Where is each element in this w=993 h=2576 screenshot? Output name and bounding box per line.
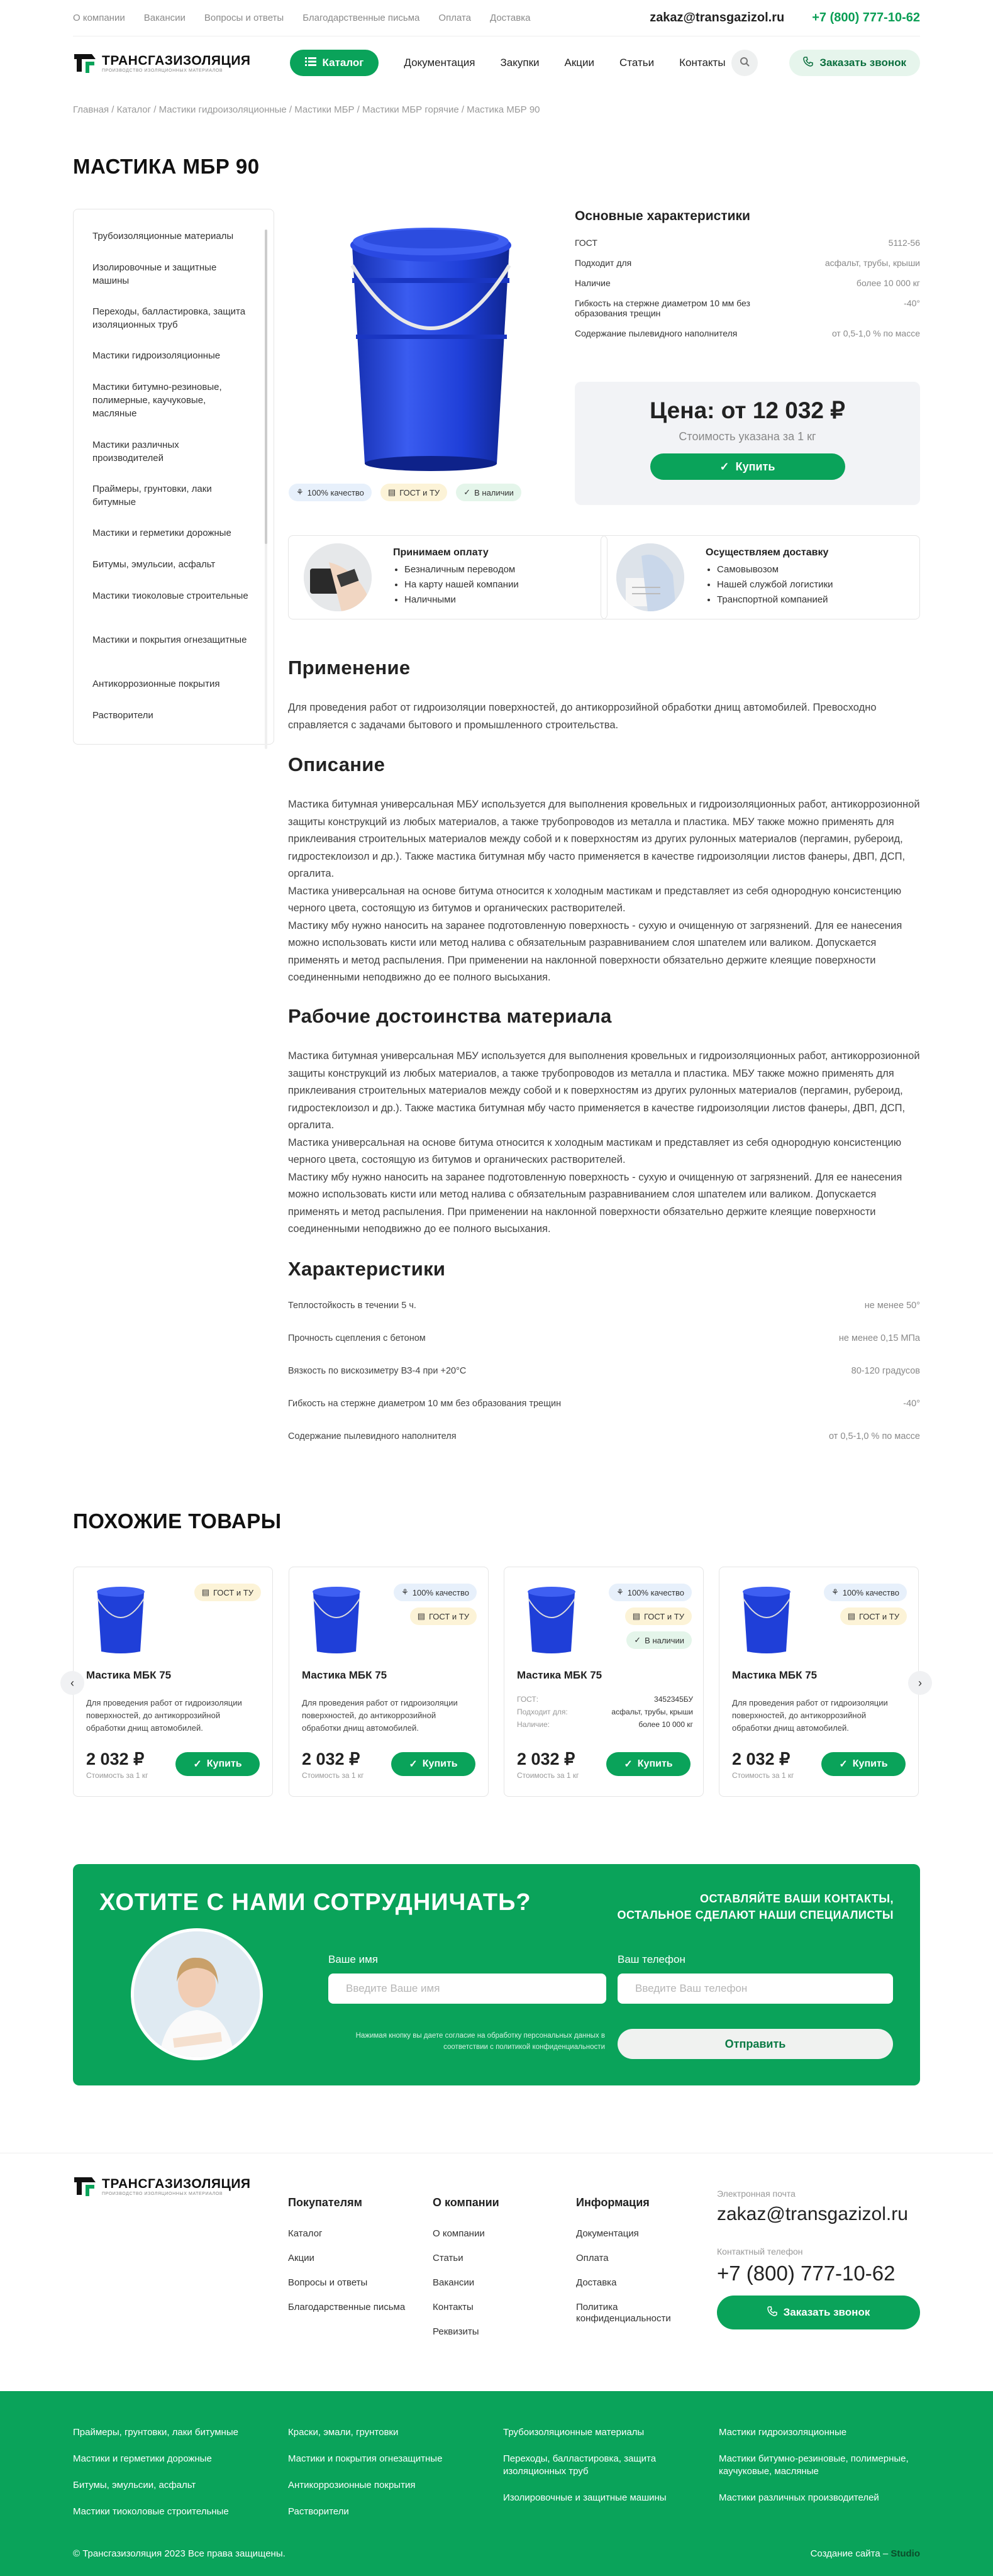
char-value: асфальт, трубы, крыши [824,258,920,268]
char-value: -40° [904,298,920,308]
gost-badge: ▤ ГОСТ и ТУ [625,1607,692,1625]
check-icon: ✓ [193,1759,202,1770]
logo-mark-icon [73,50,97,75]
top-link-delivery[interactable]: Доставка [490,13,531,23]
quality-badge-label: 100% качество [627,1587,684,1597]
spec-row [288,1366,920,1399]
footer-col-title: Покупателям [288,2196,362,2209]
meta-key: ГОСТ: [517,1695,539,1704]
footer-link[interactable]: Политика конфиденциальности [576,2302,671,2324]
sidebar-item-primers[interactable]: Праймеры, грунтовки, лаки битумные [92,484,212,508]
footer-link[interactable]: Статьи [433,2253,463,2263]
meta-row [517,1693,693,1706]
call-request-button[interactable] [789,50,920,76]
logo-name: ТРАНСГАЗИЗОЛЯЦИЯ [102,2176,251,2191]
manager-photo [131,1928,263,2060]
payment-photo [304,543,372,611]
meta-row [517,1706,693,1718]
specs-title: Характеристики [288,1258,446,1280]
delivery-photo [616,543,684,611]
product-card-image [517,1581,586,1657]
sidebar-item-bitumen[interactable]: Битумы, эмульсии, асфальт [92,559,216,570]
char-row [575,298,920,318]
top-link-about[interactable]: О компании [73,13,125,23]
check-icon: ✓ [624,1759,633,1770]
product-card[interactable] [719,1567,919,1797]
delivery-card [601,535,920,619]
product-card-note: Стоимость за 1 кг [517,1771,579,1780]
footer-link[interactable]: Доставка [576,2277,617,2288]
footer-link[interactable]: Благодарственные письма [288,2302,406,2312]
product-card-name[interactable]: Мастика МБК 75 [302,1669,387,1681]
quality-badge: ⚘ 100% качество [394,1584,477,1601]
band-link[interactable]: Переходы, балластировка, защита изоляционных труб [503,2453,657,2477]
nav-promos[interactable]: Акции [564,57,595,69]
stock-badge: ✓ В наличии [626,1631,692,1649]
check-icon: ✓ [409,1759,418,1770]
name-input[interactable]: Введите Ваше имя [328,1974,606,2004]
product-card-image [302,1581,371,1657]
band-link[interactable]: Трубоизоляционные материалы [503,2427,645,2438]
band-link[interactable]: Мастики и покрытия огнезащитные [288,2453,443,2464]
main-characteristics [575,209,920,348]
top-link-faq[interactable]: Вопросы и ответы [204,13,284,23]
payment-item: • На карту нашей компании [404,577,519,592]
band-link[interactable]: Краски, эмали, грунтовки [288,2427,399,2438]
spec-row [288,1431,920,1464]
main-characteristics-title: Основные характеристики [575,209,750,223]
gost-badge-label: ГОСТ и ТУ [428,1611,469,1621]
footer-link[interactable]: Вакансии [433,2277,475,2288]
page-title: МАСТИКА МБР 90 [73,155,260,178]
buy-label: Купить [422,1758,458,1769]
stock-badge-label: В наличии [645,1635,684,1645]
advantages-paragraph: Мастику мбу нужно наносить на заранее подготовленную поверхность - сухую и очищенную от загрязнений. Для ее нанесения можно использовать кисти или метод налива с обязательным разравниванием слоя шпателем или валиком. Допускается применять и метод распыления. При применении на наклонной поверхности обязательно держите клеящие поверхности соединенными неподвижно до ее полного высыхания. [288,1171,902,1235]
footer-phone[interactable]: +7 (800) 777-10-62 [717,2262,896,2285]
made-by-label: Создание сайта – [810,2548,891,2559]
char-key: Гибкость на стержне диаметром 10 мм без образования трещин [575,298,750,318]
meta-row [517,1718,693,1731]
price-box [575,382,920,505]
sidebar-item-pipe-insulation[interactable]: Трубоизоляционные материалы [92,231,234,242]
footer-link[interactable]: О компании [433,2228,485,2239]
product-card-desc: Для проведения работ от гидроизоляции поверхностей, до антикоррозийной обработки днищ автомобилей. [86,1698,242,1733]
char-row [575,278,920,288]
call-request-label: Заказать звонок [819,57,906,69]
main-nav [404,57,725,69]
gost-badge-label: ГОСТ и ТУ [399,487,440,497]
top-bar [73,0,920,36]
product-card-buy-button[interactable] [391,1752,475,1776]
char-value: более 10 000 кг [856,278,920,288]
menu-list-icon [305,57,316,69]
gost-badge: ▤ ГОСТ и ТУ [840,1607,907,1625]
payment-item: • Безналичным переводом [404,562,519,577]
band-link[interactable]: Растворители [288,2506,349,2517]
footer-email[interactable]: zakaz@transgazizol.ru [717,2204,908,2224]
top-phone-link[interactable]: +7 (800) 777-10-62 [812,11,920,25]
payment-item: • Наличными [404,592,519,608]
application-section [288,657,920,734]
sidebar-item-anticorrosion[interactable]: Антикоррозионные покрытия [92,679,220,689]
phone-field-label: Ваш телефон [618,1953,685,1965]
product-card-price: 2 032 ₽ [302,1750,360,1768]
sidebar-item-waterproof-mastics[interactable]: Мастики гидроизоляционные [92,350,221,361]
similar-title: ПОХОЖИЕ ТОВАРЫ [73,1509,282,1533]
band-link[interactable]: Мастики и герметики дорожные [73,2453,212,2464]
footer-col-title: О компании [433,2196,499,2209]
sidebar-item-road[interactable]: Мастики и герметики дорожные [92,528,231,538]
char-row [575,238,920,248]
band-link[interactable]: Мастики различных производителей [719,2492,879,2503]
spec-key: Теплостойкость в течении 5 ч. [288,1301,416,1311]
bottom-category-band [0,2391,993,2576]
description-section [288,753,920,987]
meta-value: асфальт, трубы, крыши [611,1707,693,1716]
advantages-section [288,1005,920,1238]
delivery-title: Осуществляем доставку [706,547,829,558]
payment-title: Принимаем оплату [393,547,489,558]
advantages-paragraph: Мастика битумная универсальная МБУ используется для выполнения кровельных и гидроизоляционных работ, антикоррозионной защиты конструкций из любых материалов, а также трубопроводов из металла и пластика. МБУ также можно применять для приклеивания строительных материалов между собой и к поверхностям из других рулонных материалов (пергамин, рубероид, гидростеклоизол и др.). Также мастика битумная мбу часто применяется в качестве гидроизоляции листов фанеры, ДВП, ДСП, оргалита. [288,1050,920,1131]
footer-link[interactable]: Вопросы и ответы [288,2277,368,2288]
product-image [314,209,547,479]
footer-email-label: Электронная почта [717,2189,796,2199]
delivery-item: • Самовывозом [717,562,833,577]
footer-link[interactable]: Каталог [288,2228,323,2239]
footer-col-buyers [288,2196,405,2326]
char-row [575,328,920,338]
meta-key: Подходит для: [517,1707,568,1716]
footer-col-title: Информация [576,2196,650,2209]
consent-text[interactable]: Нажимая кнопку вы даете согласие на обработку персональных данных в соответствии с политикой конфиденциальности [355,2032,605,2051]
gost-badge: ▤ ГОСТ и ТУ [410,1607,477,1625]
sidebar-item-transitions[interactable]: Переходы, балластировка, защита изоляционных труб [92,306,246,330]
payment-card [288,535,607,619]
header [73,36,920,89]
carousel-prev-button[interactable] [60,1671,84,1695]
top-links [73,13,530,23]
band-link[interactable]: Мастики гидроизоляционные [719,2427,847,2438]
char-key: Содержание пылевидного наполнителя [575,328,738,338]
quality-badge: ⚘ 100% качество [609,1584,692,1601]
footer-link[interactable]: Оплата [576,2253,609,2263]
product-card-note: Стоимость за 1 кг [86,1771,148,1780]
quality-badge-label: 100% качество [412,1587,469,1597]
spec-row [288,1333,920,1366]
band-link[interactable]: Изолировочные и защитные машины [503,2492,667,2503]
meta-value: более 10 000 кг [638,1720,693,1729]
price-note: Стоимость указана за 1 кг [679,430,816,443]
breadcrumb[interactable]: Главная / Каталог / Мастики гидроизоляционные / Мастики МБР / Мастики МБР горячие / Мастика МБР 90 [73,104,540,115]
logo-name: ТРАНСГАЗИЗОЛЯЦИЯ [102,53,251,68]
medal-icon: ⚘ [296,487,304,497]
buy-button[interactable] [650,453,845,480]
product-card-meta [517,1693,693,1731]
sidebar-item-bitumen-rubber[interactable]: Мастики битумно-резиновые, полимерные, каучуковые, масляные [92,382,222,419]
spec-key: Содержание пылевидного наполнителя [288,1431,457,1441]
made-by[interactable] [811,2548,920,2559]
spec-key: Вязкость по вискозиметру ВЗ-4 при +20°С [288,1366,467,1376]
footer-link[interactable]: Документация [576,2228,639,2239]
band-link[interactable]: Мастики тиоколовые строительные [73,2506,229,2517]
product-card-tags [824,1584,907,1625]
search-icon [740,57,750,70]
product-badges [289,484,521,501]
name-field-label: Ваше имя [328,1953,378,1965]
check-icon: ✓ [839,1759,848,1770]
document-icon: ▤ [387,487,396,497]
char-value: от 0,5-1,0 % по массе [831,328,920,338]
band-col [719,2426,920,2518]
cta-subtitle [617,1890,894,1923]
cta-title: ХОТИТЕ С НАМИ СОТРУДНИЧАТЬ? [99,1889,531,1916]
product-card-name[interactable]: Мастика МБК 75 [86,1669,172,1681]
band-link[interactable]: Антикоррозионные покрытия [288,2480,416,2490]
advantages-title: Рабочие достоинства материала [288,1005,612,1027]
footer-logo[interactable] [73,2174,251,2199]
specs-section [288,1258,920,1464]
chevron-left-icon: ‹ [70,1676,74,1689]
search-button[interactable] [731,50,758,76]
spec-value: -40° [903,1399,920,1409]
phone-icon [803,57,813,70]
sidebar-item-manufacturers[interactable]: Мастики различных производителей [92,440,179,464]
spec-key: Прочность сцепления с бетоном [288,1333,426,1343]
cta-subtitle-line: ОСТАЛЬНОЕ СДЕЛАЮТ НАШИ СПЕЦИАЛИСТЫ [617,1909,894,1921]
band-col [288,2426,477,2532]
nav-docs[interactable]: Документация [404,57,475,69]
nav-purchases[interactable]: Закупки [500,57,540,69]
footer-link[interactable]: Реквизиты [433,2326,479,2337]
gost-badge-label: ГОСТ и ТУ [643,1611,684,1621]
gost-badge-label: ГОСТ и ТУ [858,1611,899,1621]
footer-contacts [717,2189,920,2329]
price-value: Цена: от 12 032 ₽ [650,397,845,423]
char-key: Наличие [575,278,611,288]
delivery-item: • Транспортной компанией [717,592,833,608]
char-row [575,258,920,268]
sidebar-item-fireproof[interactable]: Мастики и покрытия огнезащитные [92,635,247,645]
footer-col-info [576,2196,689,2338]
product-card[interactable] [504,1567,704,1797]
check-icon: ✓ [719,460,729,473]
char-key: Подходит для [575,258,632,268]
logo-subtitle: ПРОИЗВОДСТВО ИЗОЛЯЦИОННЫХ МАТЕРИАЛОВ [102,68,223,73]
product-card-name[interactable]: Мастика МБК 75 [732,1669,818,1681]
catalog-button[interactable] [290,50,379,76]
copyright: © Трансгазизоляция 2023 Все права защищены. [73,2548,286,2559]
description-title: Описание [288,753,386,775]
logo-subtitle: ПРОИЗВОДСТВО ИЗОЛЯЦИОННЫХ МАТЕРИАЛОВ [102,2191,223,2196]
char-value: 5112-56 [888,238,920,248]
gost-badge: ▤ ГОСТ и ТУ [194,1584,261,1601]
quality-badge: ⚘ 100% качество [824,1584,907,1601]
spec-value: не менее 50° [864,1301,920,1311]
meta-value: 3452345БУ [654,1695,693,1704]
product-card[interactable] [289,1567,489,1797]
sidebar-item-solvents[interactable]: Растворители [92,710,153,721]
sidebar-item-thiokol[interactable]: Мастики тиоколовые строительные [92,591,248,601]
footer-link[interactable]: Контакты [433,2302,474,2312]
cooperation-form [73,1864,920,2085]
stock-badge [456,484,521,501]
buy-label: Купить [206,1758,242,1769]
band-link[interactable]: Праймеры, грунтовки, лаки битумные [73,2427,238,2438]
product-card-image [732,1581,801,1657]
product-card-desc: Для проведения работ от гидроизоляции поверхностей, до антикоррозийной обработки днищ автомобилей. [732,1698,888,1733]
spec-value: от 0,5-1,0 % по массе [828,1431,920,1441]
spec-key: Гибкость на стержне диаметром 10 мм без образования трещин [288,1399,562,1409]
spec-row [288,1301,920,1333]
made-by-brand: Studio [890,2548,920,2559]
phone-icon [767,2306,777,2319]
top-link-vacancies[interactable]: Вакансии [143,13,186,23]
sidebar-item-machines[interactable]: Изолировочные и защитные машины [92,262,217,286]
check-circle-icon: ✓ [463,487,471,497]
spec-value: 80-120 градусов [851,1366,920,1376]
product-card-image [86,1581,155,1657]
product-card-buy-button[interactable] [821,1752,906,1776]
nav-contacts[interactable]: Контакты [679,57,726,69]
product-card-desc: Для проведения работ от гидроизоляции поверхностей, до антикоррозийной обработки днищ автомобилей. [302,1698,458,1733]
logo[interactable] [73,50,251,75]
quality-badge-label: 100% качество [307,487,364,497]
char-key: ГОСТ [575,238,597,248]
band-link[interactable]: Мастики битумно-резиновые, полимерные, каучуковые, масляные [719,2453,909,2477]
product-card-note: Стоимость за 1 кг [732,1771,794,1780]
phone-input[interactable]: Введите Ваш телефон [618,1974,893,2004]
gost-badge-label: ГОСТ и ТУ [213,1587,253,1597]
quality-badge-label: 100% качество [842,1587,899,1597]
product-card-price: 2 032 ₽ [86,1750,145,1768]
product-card-tags [609,1584,692,1649]
quality-badge [289,484,372,501]
spec-row [288,1399,920,1431]
advantages-paragraph: Мастика универсальная на основе битума относится к холодным мастикам и представляет из себя однородную консистенцию черного цвета, состоящую из битумов и органических растворителей. [288,1136,902,1165]
carousel-next-button[interactable] [908,1671,932,1695]
spec-value: не менее 0,15 МПа [838,1333,920,1343]
product-card-tags [394,1584,477,1625]
application-title: Применение [288,657,411,679]
top-link-letters[interactable]: Благодарственные письма [302,13,420,23]
band-col [503,2426,685,2518]
band-link[interactable]: Битумы, эмульсии, асфальт [73,2480,196,2490]
product-card-note: Стоимость за 1 кг [302,1771,364,1780]
submit-button[interactable]: Отправить [618,2029,893,2059]
footer-call-button[interactable] [717,2296,920,2329]
delivery-item: • Нашей службой логистики [717,577,833,592]
footer-phone-label: Контактный телефон [717,2246,803,2257]
band-col [73,2426,262,2532]
product-card-price: 2 032 ₽ [732,1750,791,1768]
top-link-payment[interactable]: Оплата [438,13,472,23]
description-paragraph: Мастику мбу нужно наносить на заранее подготовленную поверхность - сухую и очищенную от загрязнений. Для ее нанесения можно использовать кисти или метод налива с обязательным разравниванием слоя шпателем или валиком. Допускается применять и метод распыления. При применении на наклонной поверхности обязательно держите клеящие поверхности соединенными неподвижно до ее полного высыхания. [288,919,902,983]
sidebar-scrollbar[interactable] [265,230,267,544]
product-card-tags [194,1584,261,1601]
description-paragraph: Мастика универсальная на основе битума относится к холодным мастикам и представляет из себя однородную консистенцию черного цвета, состоящую из битумов и органических растворителей. [288,885,902,914]
product-card-name[interactable]: Мастика МБК 75 [517,1669,602,1681]
gost-badge [380,484,447,501]
buy-label: Купить [852,1758,888,1769]
footer-call-label: Заказать звонок [783,2306,870,2318]
meta-key: Наличие: [517,1720,550,1729]
chevron-right-icon: › [918,1676,922,1689]
product-card-price: 2 032 ₽ [517,1750,575,1768]
cta-subtitle-line: ОСТАВЛЯЙТЕ ВАШИ КОНТАКТЫ, [700,1892,894,1905]
footer-col-company [433,2196,499,2351]
product-card[interactable] [73,1567,273,1797]
nav-articles[interactable]: Статьи [619,57,655,69]
buy-label: Купить [637,1758,673,1769]
top-email-link[interactable]: zakaz@transgazizol.ru [650,11,785,25]
catalog-sidebar [73,209,274,745]
product-card-buy-button[interactable] [175,1752,260,1776]
footer-link[interactable]: Акции [288,2253,314,2263]
product-card-buy-button[interactable] [606,1752,691,1776]
buy-button-label: Купить [735,460,775,473]
stock-badge-label: В наличии [474,487,514,497]
description-paragraph: Мастика битумная универсальная МБУ используется для выполнения кровельных и гидроизоляционных работ, антикоррозионной защиты конструкций из любых материалов, а также трубопроводов из металла и пластика. МБУ также можно применять для приклеивания строительных материалов между собой и к поверхностям из других рулонных материалов (пергамин, рубероид, гидростеклоизол и др.). Также мастика битумная мбу часто применяется в качестве гидроизоляции листов фанеры, ДВП, ДСП, оргалита. [288,799,920,879]
application-text: Для проведения работ от гидроизоляции поверхностей, до антикоррозийной обработки днищ автомобилей. Превосходно справляется с задачами бытового и промышленного строительства. [288,702,877,731]
catalog-label: Каталог [322,57,364,69]
logo-mark-icon [73,2174,97,2199]
